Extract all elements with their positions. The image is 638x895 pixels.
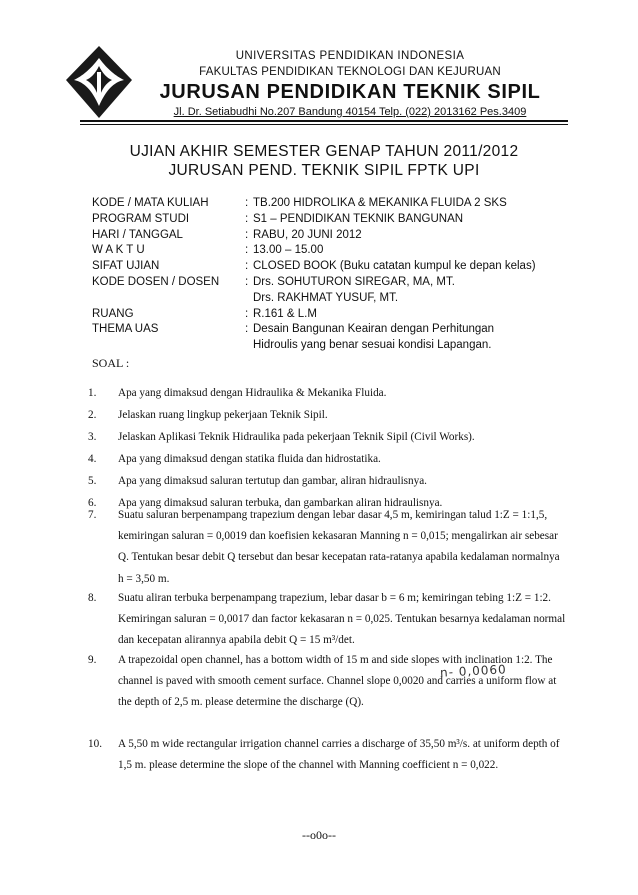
info-value: R.161 & L.M xyxy=(253,307,317,320)
question-text: Apa yang dimaksud saluran tertutup dan gambar, aliran hidraulisnya. xyxy=(118,475,427,487)
question-number: 4. xyxy=(88,453,97,465)
exam-info-table xyxy=(92,196,553,354)
question-number: 1. xyxy=(88,387,97,399)
letterhead-rule xyxy=(80,120,568,122)
info-row: RUANG : R.161 & L.M xyxy=(92,307,553,323)
info-label xyxy=(92,338,245,354)
question-number: 2. xyxy=(88,409,97,421)
university-name: UNIVERSITAS PENDIDIKAN INDONESIA xyxy=(235,50,465,62)
question-text: A trapezoidal open channel, has a bottom width of 15 m and side slopes with inclination 1:2. The channel is paved with smooth cement surface. Channel slope 0,0020 and carries a uniform flow at the depth of 2,5 m. please determine the discharge (Q). xyxy=(118,654,557,709)
info-row: W A K T U : 13.00 – 15.00 xyxy=(92,243,553,259)
question-text: A 5,50 m wide rectangular irrigation channel carries a discharge of 35,50 m³/s. at uniform depth of 1,5 m. please determine the slope of the channel with Manning coefficient n = 0,022. xyxy=(118,738,560,772)
info-label: KODE / MATA KULIAH xyxy=(92,197,209,209)
info-label: SIFAT UJIAN xyxy=(92,260,160,273)
info-row xyxy=(92,338,553,354)
university-logo xyxy=(62,42,136,122)
info-row: PROGRAM STUDI : S1 – PENDIDIKAN TEKNIK BANGUNAN xyxy=(92,212,553,228)
question-number: 3. xyxy=(88,431,97,443)
question-item xyxy=(88,588,566,652)
department-address: Jl. Dr. Setiabudhi No.207 Bandung 40154 Telp. (022) 2013162 Pes.3409 xyxy=(173,106,527,118)
info-label: W A K T U xyxy=(92,244,145,257)
info-value: Drs. RAKHMAT YUSUF, MT. xyxy=(253,291,399,304)
question-text: Suatu saluran berpenampang trapezium dengan lebar dasar 4,5 m, kemiringan talud 1:Z = 1:1,5, kemiringan saluran = 0,0019 dan koefisien kekasaran Manning n = 0,015; mengalirkan air sebesar Q. Tentukan besar debit Q tersebut dan besar kecepatan rata-ratanya apabila kedalaman normalnya h = 3,50 m. xyxy=(118,509,560,585)
question-text: Jelaskan Aplikasi Teknik Hidraulika pada pekerjaan Teknik Sipil (Civil Works). xyxy=(118,431,475,443)
question-text: Apa yang dimaksud dengan Hidraulika & Mekanika Fluida. xyxy=(118,387,387,399)
question-item xyxy=(88,471,566,492)
info-row: SIFAT UJIAN : CLOSED BOOK (Buku catatan kumpul ke depan kelas) xyxy=(92,259,553,275)
exam-subtitle: JURUSAN PEND. TEKNIK SIPIL FPTK UPI xyxy=(168,162,480,179)
question-item xyxy=(88,427,566,448)
question-number: 7. xyxy=(88,509,97,521)
question-text: Apa yang dimaksud saluran terbuka, dan gambarkan aliran hidraulisnya. xyxy=(118,497,443,509)
info-label: HARI / TANGGAL xyxy=(92,228,183,241)
question-text: Suatu aliran terbuka berpenampang trapezium, lebar dasar b = 6 m; kemiringan tebing 1:Z = 1:2. Kemiringan saluran = 0,0017 dan factor kekasaran n = 0,025. Tentukan besarnya kedalaman normal dan kecepatan alirannya apabila debit Q = 15 m³/det. xyxy=(118,592,566,647)
info-value: 13.00 – 15.00 xyxy=(253,244,324,257)
info-label: PROGRAM STUDI xyxy=(92,212,190,225)
question-text: Jelaskan ruang lingkup pekerjaan Teknik Sipil. xyxy=(118,409,328,421)
info-row: KODE DOSEN / DOSEN : Drs. SOHUTURON SIREGAR, MA, MT. xyxy=(92,275,553,291)
info-label xyxy=(92,291,245,307)
question-number: 5. xyxy=(88,475,97,487)
question-item xyxy=(88,734,566,776)
question-item xyxy=(88,650,566,714)
end-mark: --o0o-- xyxy=(302,828,336,842)
info-label: KODE DOSEN / DOSEN xyxy=(92,275,220,288)
letterhead-rule-thin xyxy=(80,124,568,125)
question-item xyxy=(88,405,566,426)
info-value: RABU, 20 JUNI 2012 xyxy=(253,228,362,241)
info-row: HARI / TANGGAL : RABU, 20 JUNI 2012 xyxy=(92,228,553,244)
soal-heading: SOAL : xyxy=(92,356,130,370)
question-number: 6. xyxy=(88,497,97,509)
info-row: KODE / MATA KULIAH : TB.200 HIDROLIKA & MEKANIKA FLUIDA 2 SKS xyxy=(92,196,553,212)
info-value: Drs. SOHUTURON SIREGAR, MA, MT. xyxy=(253,275,455,288)
question-item xyxy=(88,383,566,404)
question-number: 10. xyxy=(88,738,102,750)
info-row: THEMA UAS : Desain Bangunan Keairan dengan Perhitungan xyxy=(92,322,553,338)
info-value: CLOSED BOOK (Buku catatan kumpul ke depan kelas) xyxy=(253,260,536,273)
info-value: Desain Bangunan Keairan dengan Perhitungan xyxy=(253,323,495,336)
question-number: 8. xyxy=(88,592,97,604)
info-label: RUANG xyxy=(92,307,134,320)
question-text: Apa yang dimaksud dengan statika fluida dan hidrostatika. xyxy=(118,453,381,465)
info-value: TB.200 HIDROLIKA & MEKANIKA FLUIDA 2 SKS xyxy=(253,197,507,209)
info-row xyxy=(92,291,553,307)
info-label: THEMA UAS xyxy=(92,323,159,336)
question-number: 9. xyxy=(88,654,97,666)
question-item xyxy=(88,505,566,590)
info-value: S1 – PENDIDIKAN TEKNIK BANGUNAN xyxy=(253,212,464,225)
handwritten-note: n- 0,0060 xyxy=(439,662,508,680)
faculty-name: FAKULTAS PENDIDIKAN TEKNOLOGI DAN KEJURUAN xyxy=(199,66,501,78)
department-name: JURUSAN PENDIDIKAN TEKNIK SIPIL xyxy=(159,81,541,103)
exam-title: UJIAN AKHIR SEMESTER GENAP TAHUN 2011/2012 xyxy=(129,143,519,160)
info-value: Hidroulis yang benar sesuai kondisi Lapangan. xyxy=(253,339,492,352)
question-item xyxy=(88,449,566,470)
